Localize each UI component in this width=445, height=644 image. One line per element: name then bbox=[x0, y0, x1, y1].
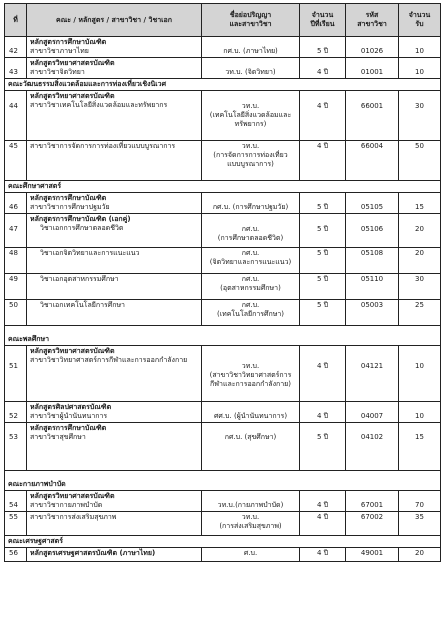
faculty-name: คณะศึกษาศาสตร์ bbox=[5, 181, 441, 193]
row-no: 52 bbox=[5, 402, 27, 423]
row-program bbox=[27, 248, 202, 274]
row-no: 49 bbox=[5, 274, 27, 300]
row-program bbox=[27, 491, 202, 512]
program-title: หลักสูตรการศึกษาบัณฑิต bbox=[30, 424, 107, 432]
table-row bbox=[5, 491, 441, 512]
row-code: 01001 bbox=[346, 58, 399, 79]
row-seats: 25 bbox=[399, 300, 441, 326]
table-row bbox=[5, 37, 441, 58]
row-seats: 10 bbox=[399, 346, 441, 402]
row-no: 42 bbox=[5, 37, 27, 58]
degree-line1: กศ.บ. bbox=[241, 249, 260, 257]
row-code: 04121 bbox=[346, 346, 399, 402]
faculty-row bbox=[5, 471, 441, 491]
row-program bbox=[27, 300, 202, 326]
row-years: 5 ปี bbox=[300, 248, 346, 274]
row-years: 4 ปี bbox=[300, 346, 346, 402]
major-name: สาขาวิชาจิตวิทยา bbox=[30, 68, 85, 76]
degree-line1: วท.บ. bbox=[241, 102, 260, 110]
row-seats: 50 bbox=[399, 141, 441, 181]
major-name: สาขาวิชาภาษาไทย bbox=[30, 47, 89, 55]
row-years: 4 ปี bbox=[300, 91, 346, 141]
header-years-line2: ปีที่เรียน bbox=[310, 20, 335, 28]
row-code: 67001 bbox=[346, 491, 399, 512]
degree-line2: (เทคโนโลยีสิ่งแวดล้อมและ bbox=[209, 111, 292, 119]
row-no: 44 bbox=[5, 91, 27, 141]
row-program bbox=[27, 548, 202, 562]
row-program bbox=[27, 58, 202, 79]
degree-line1: กศ.บ. bbox=[241, 225, 260, 233]
degree-line1: กศ.บ. bbox=[241, 275, 260, 283]
degree-line2: (เทคโนโลยีการศึกษา) bbox=[216, 310, 284, 318]
degree-line3: ทรัพยากร) bbox=[234, 120, 267, 128]
row-seats: 10 bbox=[399, 58, 441, 79]
row-years: 4 ปี bbox=[300, 58, 346, 79]
row-seats: 15 bbox=[399, 423, 441, 471]
row-program bbox=[27, 91, 202, 141]
program-title: หลักสูตรวิทยาศาสตรบัณฑิต bbox=[30, 92, 115, 100]
major-name: สาขาวิชาสุขศึกษา bbox=[30, 433, 86, 441]
programs-table bbox=[4, 3, 441, 562]
row-code: 66001 bbox=[346, 91, 399, 141]
header-years-line1: จำนวน bbox=[311, 11, 334, 19]
row-no: 43 bbox=[5, 58, 27, 79]
row-seats: 10 bbox=[399, 402, 441, 423]
header-degree-line1: ชื่อย่อปริญญา bbox=[229, 11, 272, 19]
row-seats: 35 bbox=[399, 512, 441, 536]
major-name: สาขาวิชาวิทยาศาสตร์การกีฬาและการออกกำลังกาย bbox=[30, 356, 188, 364]
row-seats: 20 bbox=[399, 214, 441, 248]
header-years bbox=[300, 4, 346, 37]
row-years: 5 ปี bbox=[300, 214, 346, 248]
major-name: วิชาเอกเทคโนโลยีการศึกษา bbox=[40, 301, 125, 309]
row-program bbox=[27, 37, 202, 58]
faculty-row bbox=[5, 181, 441, 193]
faculty-row bbox=[5, 536, 441, 548]
table-row bbox=[5, 512, 441, 536]
row-degree bbox=[202, 346, 300, 402]
faculty-name: คณะเศรษฐศาสตร์ bbox=[5, 536, 441, 548]
major-name: สาขาวิชาผู้นำนันทนาการ bbox=[30, 412, 108, 420]
major-name: วิชาเอกจิตวิทยาและการแนะแนว bbox=[40, 249, 140, 257]
row-degree bbox=[202, 141, 300, 181]
row-no: 51 bbox=[5, 346, 27, 402]
row-no: 47 bbox=[5, 214, 27, 248]
table-row bbox=[5, 300, 441, 326]
table-row bbox=[5, 274, 441, 300]
header-code-line1: รหัส bbox=[365, 11, 379, 19]
major-name: วิชาเอกการศึกษาตลอดชีวิต bbox=[40, 224, 124, 232]
program-title: หลักสูตรเศรษฐศาสตรบัณฑิต (ภาษาไทย) bbox=[30, 549, 156, 557]
degree-line1: วท.บ. bbox=[241, 362, 260, 370]
major-name: สาขาวิชาการส่งเสริมสุขภาพ bbox=[30, 513, 117, 521]
row-degree: วท.บ.(กายภาพบำบัด) bbox=[202, 491, 300, 512]
table-row bbox=[5, 423, 441, 471]
table-row bbox=[5, 548, 441, 562]
row-degree: วท.บ. (จิตวิทยา) bbox=[202, 58, 300, 79]
degree-line1: วท.บ. bbox=[241, 513, 260, 521]
row-program bbox=[27, 346, 202, 402]
degree-line2: (การส่งเสริมสุขภาพ) bbox=[219, 522, 282, 530]
faculty-row bbox=[5, 326, 441, 346]
row-degree bbox=[202, 274, 300, 300]
major-name: สาขาวิชาเทคโนโลยีสิ่งแวดล้อมและทรัพยากร bbox=[30, 101, 168, 109]
row-no: 56 bbox=[5, 548, 27, 562]
row-degree: กศ.บ. (ภาษาไทย) bbox=[202, 37, 300, 58]
row-code: 67002 bbox=[346, 512, 399, 536]
row-no: 50 bbox=[5, 300, 27, 326]
row-degree: กศ.บ. (การศึกษาปฐมวัย) bbox=[202, 193, 300, 214]
row-degree bbox=[202, 248, 300, 274]
row-degree: ศศ.บ. (ผู้นำนันทนาการ) bbox=[202, 402, 300, 423]
header-seats-line2: รับ bbox=[415, 20, 424, 28]
table-row bbox=[5, 346, 441, 402]
row-program bbox=[27, 512, 202, 536]
row-seats: 15 bbox=[399, 193, 441, 214]
header-code bbox=[346, 4, 399, 37]
row-no: 53 bbox=[5, 423, 27, 471]
faculty-name: คณะวัฒนธรรมสิ่งแวดล้อมและการท่องเที่ยวเชิงนิเวศ bbox=[5, 79, 441, 91]
row-program bbox=[27, 214, 202, 248]
row-code: 05105 bbox=[346, 193, 399, 214]
row-years: 5 ปี bbox=[300, 37, 346, 58]
program-title: หลักสูตรวิทยาศาสตรบัณฑิต bbox=[30, 347, 115, 355]
faculty-name: คณะพลศึกษา bbox=[5, 326, 441, 346]
table-row bbox=[5, 248, 441, 274]
row-seats: 30 bbox=[399, 91, 441, 141]
row-years: 4 ปี bbox=[300, 548, 346, 562]
row-no: 55 bbox=[5, 512, 27, 536]
row-years: 4 ปี bbox=[300, 141, 346, 181]
program-title: หลักสูตรวิทยาศาสตรบัณฑิต bbox=[30, 59, 115, 67]
row-code: 49001 bbox=[346, 548, 399, 562]
row-years: 4 ปี bbox=[300, 512, 346, 536]
row-code: 04102 bbox=[346, 423, 399, 471]
faculty-name: คณะกายภาพบำบัด bbox=[5, 471, 441, 491]
degree-line3: แบบบูรณาการ) bbox=[227, 160, 274, 168]
header-degree bbox=[202, 4, 300, 37]
header-program: คณะ / หลักสูตร / สาขาวิชา / วิชาเอก bbox=[27, 4, 202, 37]
row-degree bbox=[202, 300, 300, 326]
table-header-row bbox=[5, 4, 441, 37]
row-seats: 70 bbox=[399, 491, 441, 512]
header-no: ที่ bbox=[5, 4, 27, 37]
degree-line2: (อุตสาหกรรมศึกษา) bbox=[220, 284, 281, 292]
major-name: สาขาวิชาการจัดการการท่องเที่ยวแบบบูรณาการ bbox=[30, 142, 176, 150]
row-degree: ศ.บ. bbox=[202, 548, 300, 562]
row-code: 66004 bbox=[346, 141, 399, 181]
row-seats: 30 bbox=[399, 274, 441, 300]
header-seats bbox=[399, 4, 441, 37]
row-code: 05110 bbox=[346, 274, 399, 300]
row-degree bbox=[202, 214, 300, 248]
table-row bbox=[5, 141, 441, 181]
row-program bbox=[27, 274, 202, 300]
degree-line2: (การจัดการการท่องเที่ยว bbox=[213, 151, 288, 159]
header-degree-line2: และสาขาวิชา bbox=[229, 20, 272, 28]
table-row bbox=[5, 193, 441, 214]
row-code: 01026 bbox=[346, 37, 399, 58]
program-title: หลักสูตรศิลปศาสตรบัณฑิต bbox=[30, 403, 112, 411]
row-program bbox=[27, 141, 202, 181]
table-row bbox=[5, 58, 441, 79]
row-years: 4 ปี bbox=[300, 491, 346, 512]
row-years: 4 ปี bbox=[300, 402, 346, 423]
row-years: 5 ปี bbox=[300, 193, 346, 214]
major-name: สาขาวิชากายภาพบำบัด bbox=[30, 501, 103, 509]
major-name: สาขาวิชาการศึกษาปฐมวัย bbox=[30, 203, 110, 211]
header-seats-line1: จำนวน bbox=[408, 11, 431, 19]
program-title: หลักสูตรการศึกษาบัณฑิต bbox=[30, 194, 107, 202]
row-years: 5 ปี bbox=[300, 274, 346, 300]
degree-line2: (จิตวิทยาและการแนะแนว) bbox=[209, 258, 292, 266]
table-row bbox=[5, 91, 441, 141]
table-row bbox=[5, 402, 441, 423]
degree-line1: วท.บ. bbox=[241, 142, 260, 150]
row-code: 05108 bbox=[346, 248, 399, 274]
row-program bbox=[27, 193, 202, 214]
degree-line1: กศ.บ. bbox=[241, 301, 260, 309]
degree-line2: (สาขาวิชาวิทยาศาสตร์การ bbox=[209, 371, 292, 379]
row-code: 04007 bbox=[346, 402, 399, 423]
row-no: 45 bbox=[5, 141, 27, 181]
degree-line2: (การศึกษาตลอดชีวิต) bbox=[217, 234, 284, 242]
row-seats: 20 bbox=[399, 248, 441, 274]
row-no: 46 bbox=[5, 193, 27, 214]
program-title: หลักสูตรวิทยาศาสตรบัณฑิต bbox=[30, 492, 115, 500]
row-no: 48 bbox=[5, 248, 27, 274]
row-no: 54 bbox=[5, 491, 27, 512]
table-row bbox=[5, 214, 441, 248]
row-code: 05003 bbox=[346, 300, 399, 326]
faculty-row bbox=[5, 79, 441, 91]
program-title: หลักสูตรการศึกษาบัณฑิต bbox=[30, 38, 107, 46]
degree-line3: กีฬาและการออกกำลังกาย) bbox=[210, 380, 291, 388]
row-degree bbox=[202, 91, 300, 141]
row-degree bbox=[202, 512, 300, 536]
row-code: 05106 bbox=[346, 214, 399, 248]
row-degree: กศ.บ. (สุขศึกษา) bbox=[202, 423, 300, 471]
header-code-line2: สาขาวิชา bbox=[357, 20, 387, 28]
row-seats: 10 bbox=[399, 37, 441, 58]
row-program bbox=[27, 423, 202, 471]
row-years: 5 ปี bbox=[300, 423, 346, 471]
row-program bbox=[27, 402, 202, 423]
row-years: 5 ปี bbox=[300, 300, 346, 326]
major-name: วิชาเอกอุตสาหกรรมศึกษา bbox=[40, 275, 119, 283]
row-seats: 20 bbox=[399, 548, 441, 562]
program-title: หลักสูตรการศึกษาบัณฑิต (เอกคู่) bbox=[30, 215, 131, 223]
